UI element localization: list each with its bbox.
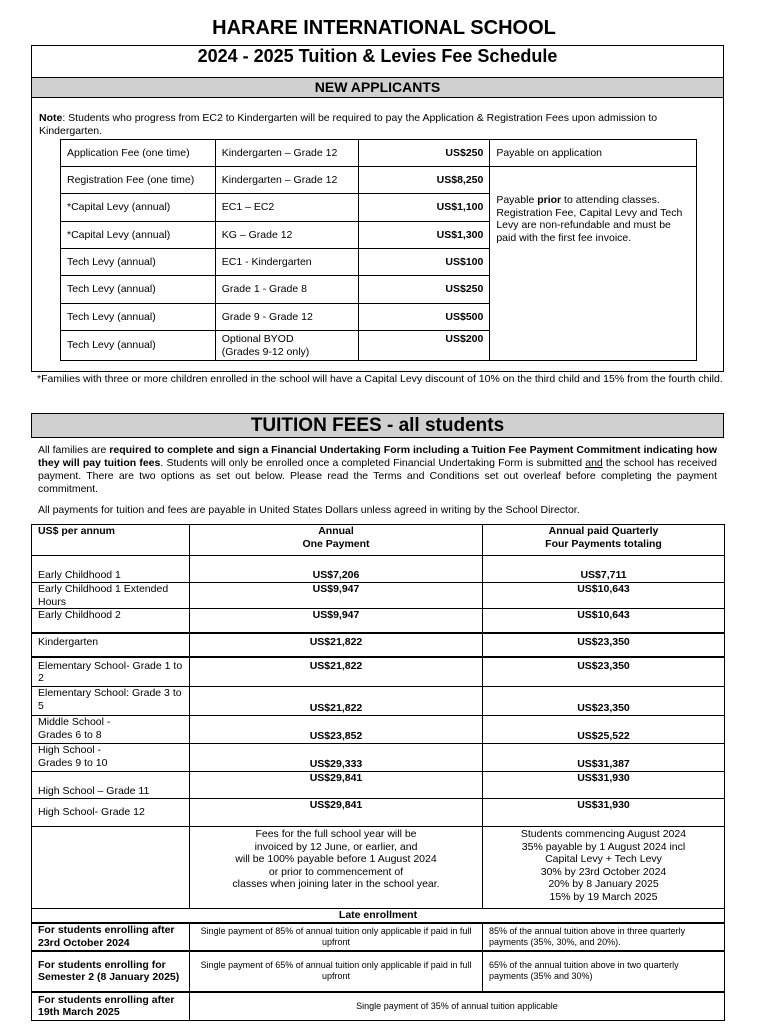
school-name: HARARE INTERNATIONAL SCHOOL <box>212 17 556 39</box>
new-applicant-fees-table <box>60 139 697 361</box>
fee-grades: Grade 9 - Grade 12 <box>215 304 358 331</box>
tuition-heading: TUITION FEES - all students <box>31 413 724 438</box>
late-annual-terms: Single payment of 85% of annual tuition only applicable if paid in full upfront <box>190 923 483 951</box>
annual-payment-terms: Fees for the full school year will be invoiced by 12 June, or earlier, and will be 100% payable before 1 August 2024 or prior to commencement of classes when joining later in the school year. <box>190 827 483 909</box>
late-label: For students enrolling after 19th March 2025 <box>32 992 190 1021</box>
late-row <box>32 992 725 1021</box>
fee-row <box>61 140 697 167</box>
late-row <box>32 923 725 951</box>
annual-fee: US$21,822 <box>190 657 483 687</box>
grade-level: Early Childhood 1 <box>32 556 190 583</box>
payable-prior-note: Payable prior to attending classes. Registration Fee, Capital Levy and Tech Levy are non-refundable and must be paid with the first fee invoice. <box>490 167 697 361</box>
note-label: Note <box>39 112 63 124</box>
quarterly-fee: US$31,930 <box>483 799 725 827</box>
tuition-row <box>32 772 725 799</box>
annual-fee: US$21,822 <box>190 687 483 716</box>
col-annual-one-payment: Annual One Payment <box>190 525 483 556</box>
progression-note <box>39 112 719 138</box>
quarterly-payment-terms: Students commencing August 2024 35% payable by 1 August 2024 incl Capital Levy + Tech Levy 30% by 23rd October 2024 20% by 8 January 2025 15% by 19 March 2025 <box>483 827 725 909</box>
late-enrollment-heading: Late enrollment <box>32 909 725 923</box>
fee-grades: KG – Grade 12 <box>215 222 358 249</box>
tuition-row <box>32 633 725 657</box>
quarterly-fee: US$10,643 <box>483 609 725 633</box>
fee-name: Tech Levy (annual) <box>61 304 216 331</box>
new-applicants-heading: NEW APPLICANTS <box>31 77 724 98</box>
payable-on-application: Payable on application <box>490 140 697 167</box>
capital-levy-footnote: *Families with three or more children enrolled in the school will have a Capital Levy discount of 10% on the third child and 15% from the fourth child. <box>37 373 723 385</box>
fee-amount: US$200 <box>358 331 490 361</box>
annual-fee: US$9,947 <box>190 583 483 609</box>
annual-fee: US$9,947 <box>190 609 483 633</box>
late-enrollment-heading-row <box>32 909 725 923</box>
tuition-fees-table <box>31 524 725 1021</box>
col-annual-quarterly: Annual paid Quarterly Four Payments totaling <box>483 525 725 556</box>
annual-fee: US$7,206 <box>190 556 483 583</box>
grade-level: High School - Grades 9 to 10 <box>32 744 190 772</box>
fee-amount: US$1,100 <box>358 194 490 222</box>
late-quarterly-terms: 85% of the annual tuition above in three quarterly payments (35%, 30%, and 20%). <box>483 923 725 951</box>
grade-level: Early Childhood 2 <box>32 609 190 633</box>
fee-grades: Optional BYOD (Grades 9-12 only) <box>215 331 358 361</box>
tuition-row <box>32 556 725 583</box>
usd-payment-paragraph: All payments for tuition and fees are payable in United States Dollars unless agreed in writing by the School Director. <box>38 504 580 516</box>
grade-level: Early Childhood 1 Extended Hours <box>32 583 190 609</box>
fee-amount: US$1,300 <box>358 222 490 249</box>
quarterly-fee: US$10,643 <box>483 583 725 609</box>
annual-fee: US$29,841 <box>190 772 483 799</box>
annual-fee: US$29,333 <box>190 744 483 772</box>
fee-name: *Capital Levy (annual) <box>61 222 216 249</box>
quarterly-fee: US$23,350 <box>483 657 725 687</box>
fee-name: Tech Levy (annual) <box>61 331 216 361</box>
quarterly-fee: US$23,350 <box>483 633 725 657</box>
tuition-row <box>32 687 725 716</box>
grade-level: Elementary School: Grade 3 to 5 <box>32 687 190 716</box>
tuition-row <box>32 799 725 827</box>
fee-name: Registration Fee (one time) <box>61 167 216 194</box>
grade-level: High School – Grade 11 <box>32 772 190 799</box>
financial-undertaking-paragraph: All families are required to complete and sign a Financial Undertaking Form including a Tuition Fee Payment Commitment indicating how they will pay tuition fees. Students will only be enrolled once a completed Financial Undertaking Form is submitted and the school has received payment. There are two options as set out below. Please read the Terms and Conditions set out overleaf before completing the payment commitment. <box>38 444 717 495</box>
fee-grades: EC1 – EC2 <box>215 194 358 222</box>
fee-amount: US$500 <box>358 304 490 331</box>
fee-amount: US$100 <box>358 249 490 276</box>
late-annual-terms: Single payment of 65% of annual tuition only applicable if paid in full upfront <box>190 951 483 992</box>
quarterly-fee: US$25,522 <box>483 716 725 744</box>
fee-name: Application Fee (one time) <box>61 140 216 167</box>
grade-level: High School- Grade 12 <box>32 799 190 827</box>
tuition-row <box>32 609 725 633</box>
tuition-row <box>32 744 725 772</box>
fee-amount: US$250 <box>358 276 490 304</box>
fee-grades: EC1 - Kindergarten <box>215 249 358 276</box>
fee-grades: Grade 1 - Grade 8 <box>215 276 358 304</box>
col-us-per-annum: US$ per annum <box>32 525 190 556</box>
tuition-header-row <box>32 525 725 556</box>
payment-terms-row <box>32 827 725 909</box>
fee-amount: US$8,250 <box>358 167 490 194</box>
annual-fee: US$29,841 <box>190 799 483 827</box>
annual-fee: US$21,822 <box>190 633 483 657</box>
tuition-row <box>32 583 725 609</box>
quarterly-fee: US$23,350 <box>483 687 725 716</box>
fee-grades: Kindergarten – Grade 12 <box>215 167 358 194</box>
note-text: : Students who progress from EC2 to Kindergarten will be required to pay the Application & Registration Fees upon admission to Kindergarten. <box>39 112 658 137</box>
late-label: For students enrolling for Semester 2 (8 January 2025) <box>32 951 190 992</box>
payment-terms-blank <box>32 827 190 909</box>
tuition-row <box>32 716 725 744</box>
fee-amount: US$250 <box>358 140 490 167</box>
grade-level: Elementary School- Grade 1 to 2 <box>32 657 190 687</box>
late-label: For students enrolling after 23rd October 2024 <box>32 923 190 951</box>
annual-fee: US$23,852 <box>190 716 483 744</box>
late-quarterly-terms: 65% of the annual tuition above in two quarterly payments (35% and 30%) <box>483 951 725 992</box>
fee-name: *Capital Levy (annual) <box>61 194 216 222</box>
late-row <box>32 951 725 992</box>
late-combined-terms: Single payment of 35% of annual tuition applicable <box>190 992 725 1021</box>
grade-level: Kindergarten <box>32 633 190 657</box>
fee-name: Tech Levy (annual) <box>61 276 216 304</box>
quarterly-fee: US$7,711 <box>483 556 725 583</box>
grade-level: Middle School - Grades 6 to 8 <box>32 716 190 744</box>
schedule-title: 2024 - 2025 Tuition & Levies Fee Schedule <box>197 46 558 66</box>
tuition-row <box>32 657 725 687</box>
fee-name: Tech Levy (annual) <box>61 249 216 276</box>
fee-grades: Kindergarten – Grade 12 <box>215 140 358 167</box>
fee-row <box>61 167 697 194</box>
quarterly-fee: US$31,930 <box>483 772 725 799</box>
quarterly-fee: US$31,387 <box>483 744 725 772</box>
